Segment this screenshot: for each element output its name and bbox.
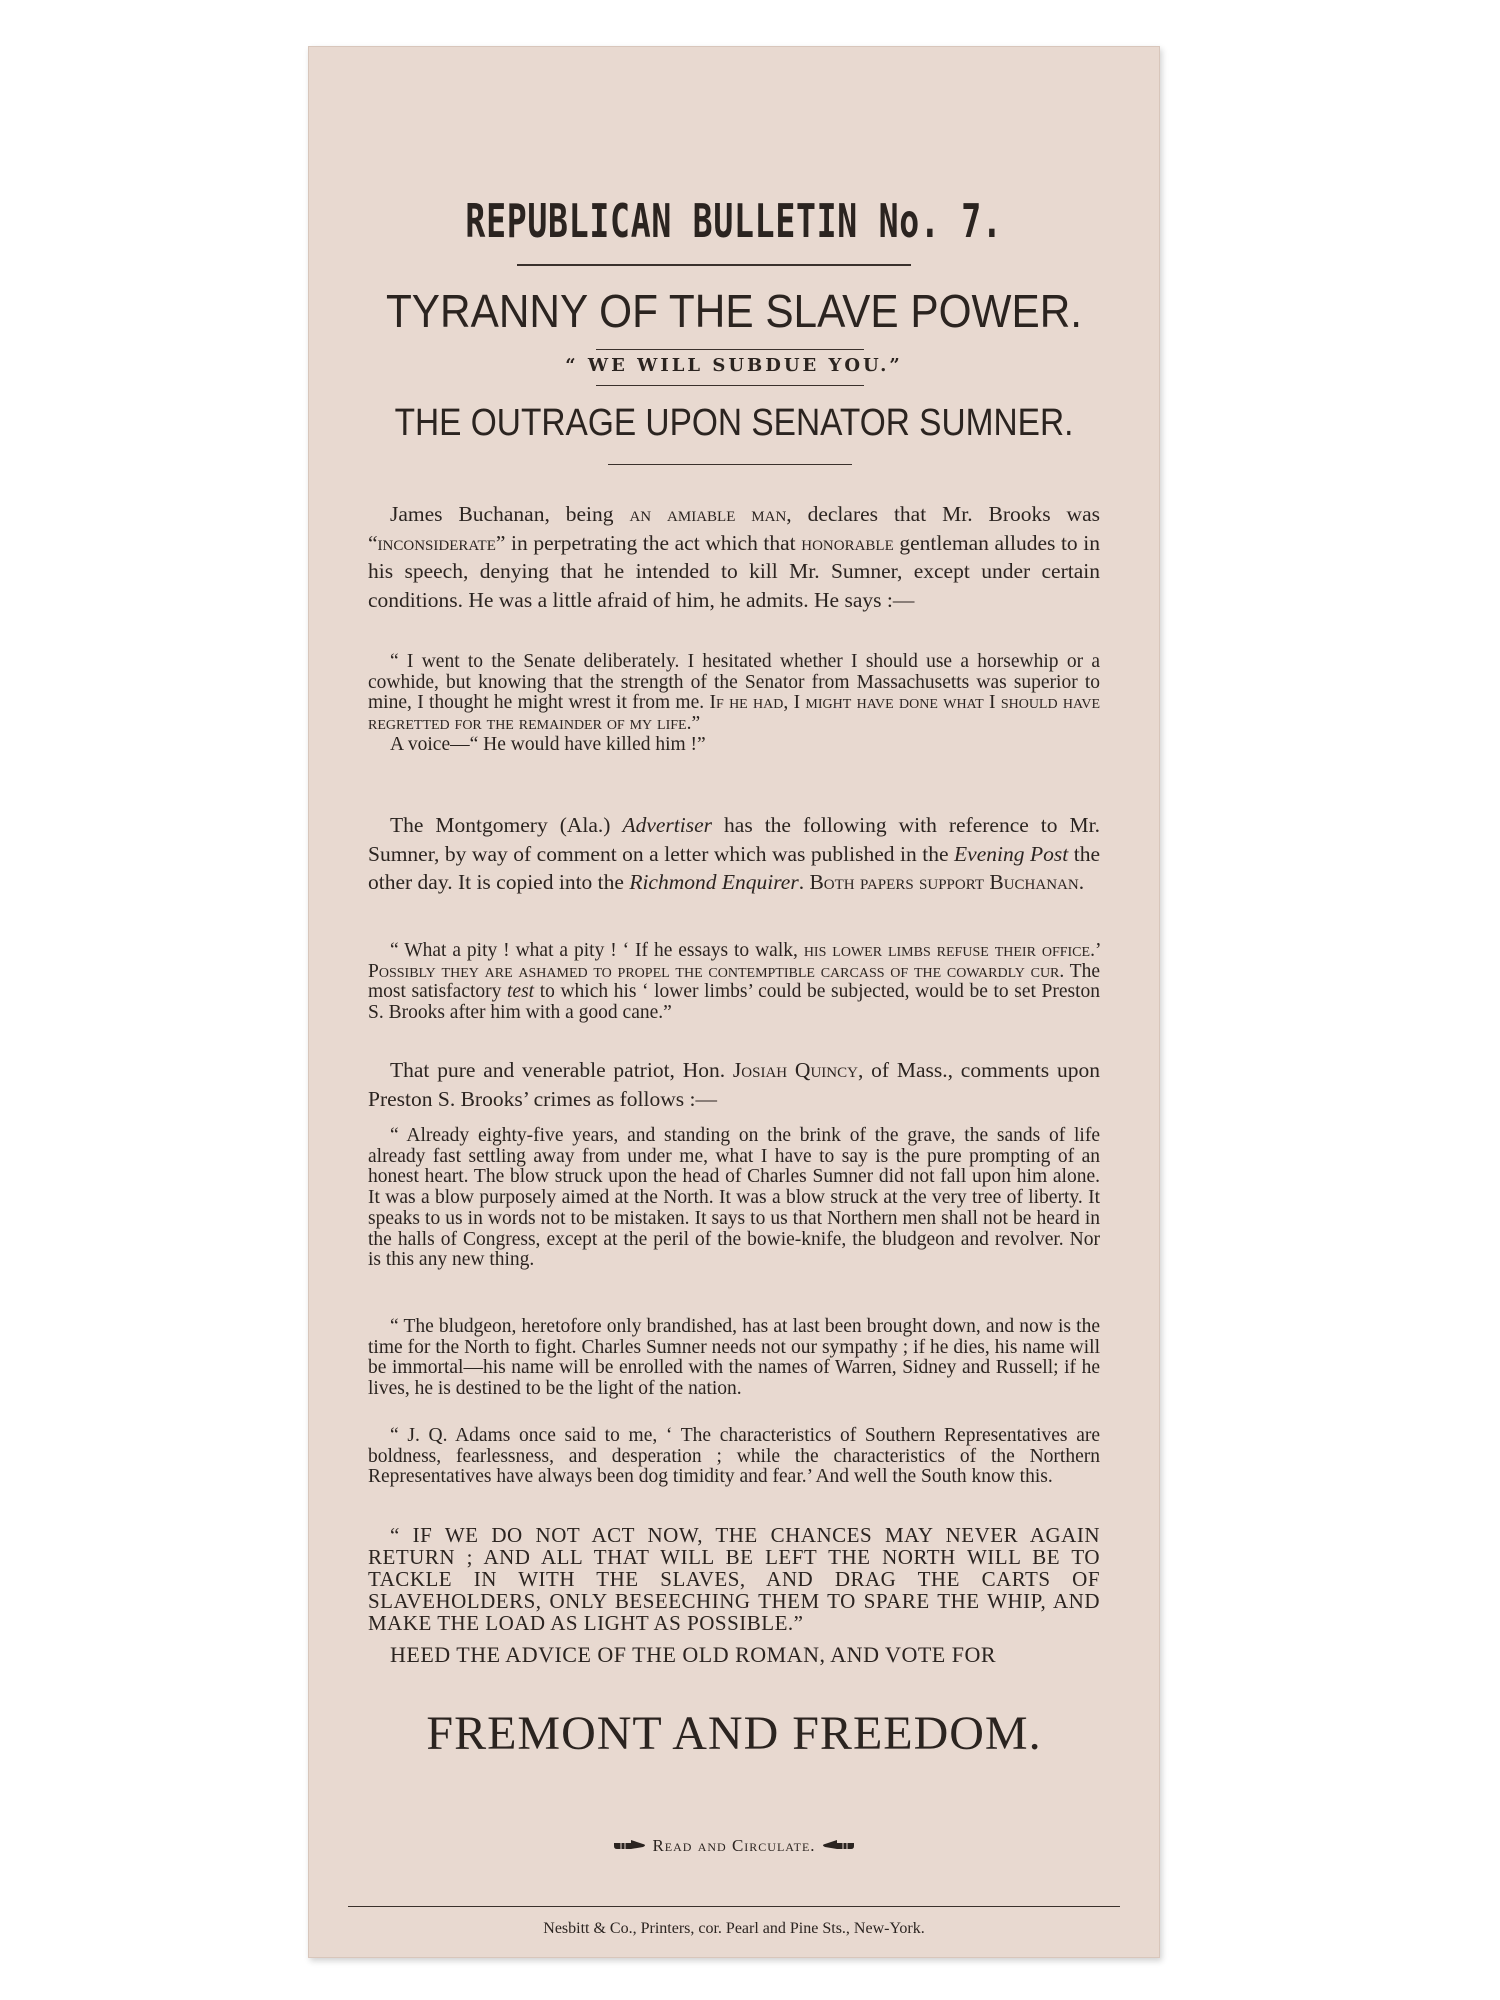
tyranny-heading: TYRANNY OF THE SLAVE POWER. [385,285,1083,337]
heed-text: HEED THE ADVICE OF THE OLD ROMAN, AND VOTE FOR [390,1642,997,1667]
quote-brooks [368,652,1100,756]
divider-rule [517,264,911,266]
paragraph-buchanan [368,500,1100,614]
text-run: “ What a pity ! what a pity ! ‘ If he essays to walk, [390,940,804,961]
smallcaps-run: his lower limbs refuse their office. [803,940,1095,961]
text-run: The most satisfactory [368,960,1100,1003]
quote-text: “ J. Q. Adams once said to me, ‘ The characteristics of Southern Representatives are boldness, fearlessness, and desperation ; while the characteristics of the Northern Representatives have always been dog timidity and fear.’ And well the South know this. [368,1425,1100,1488]
smallcaps-run: honorable [801,530,894,555]
pointing-hand-left-icon [821,1837,855,1857]
text-run: , declares that Mr. Brooks was “ [368,502,1100,555]
quote-quincy-2 [368,1317,1100,1400]
printer-imprint: Nesbitt & Co., Printers, cor. Pearl and Pine Sts., New-York. [543,1920,925,1937]
smallcaps-run: Both papers support Buchanan. [809,870,1085,895]
smallcaps-run: an amiable man [629,502,787,526]
text-run: ” [691,713,701,735]
text-run: the other day. It is copied into the [368,841,1100,895]
text-run: to which his ‘ lower limbs’ could be subjected, would be to set Preston S. Brooks after him with a good cane.” [368,981,1100,1024]
text-run: . [798,870,810,895]
quote-text: “ Already eighty-five years, and standing on the brink of the grave, the sands of life already fast settling away from under me, what I have to say is the pure prompting of an honest heart. The blow struck upon the head of Charles Sumner did not fall upon him alone. It was a blow purposely aimed at the North. It was a blow struck at the very tree of liberty. It speaks to us in words not to be mistaken. It says to us that Northern men shall not be heard in the halls of Congress, except at the peril of the bowie-knife, the bludgeon and revolver. Nor is this any new thing. [368,1125,1100,1271]
quote-act-now [368,1524,1100,1634]
text-run: ” in perpetrating the act which that [495,530,802,555]
text-run: That pure and venerable patriot, Hon. [390,1058,733,1082]
smallcaps-run: inconsiderate [377,530,496,555]
divider-rule [596,349,864,350]
quote-advertiser [368,941,1100,1024]
read-and-circulate [308,1836,1160,1857]
paragraph-montgomery [368,811,1100,897]
text-run: gentleman alludes to in his speech, denying that he intended to kill Mr. Sumner, except under certain conditions. He was a little afraid of him, he admits. He says :— [368,530,1100,612]
broadside-sheet [308,46,1160,1958]
italic-run: Richmond Enquirer [629,870,799,895]
text-run: ’ [1094,940,1100,961]
divider-rule [608,464,852,465]
quote-text: “ The bludgeon, heretofore only brandished, has at last been brought down, and now is the time for the North to fight. Charles Sumner needs not our sympathy ; if he dies, his name will be immortal—his name will be enrolled with the names of Warren, Sidney and Russell; if he lives, he is destined to be the light of the nation. [368,1316,1100,1400]
subdue-slogan: “ WE WILL SUBDUE YOU.” [565,355,903,376]
smallcaps-run: Possibly they are ashamed to propel the contemptible carcass of the cowardly cur. [368,960,1065,982]
quote-quincy-1 [368,1126,1100,1271]
quote-text: “ IF WE DO NOT ACT NOW, THE CHANCES MAY NEVER AGAIN RETURN ; AND ALL THAT WILL BE LEFT THE NORTH WILL BE TO TACKLE IN WITH THE SLAVES, AND DRAG THE CARTS OF SLAVEHOLDERS, ONLY BESEECHING THEM TO SPARE THE WHIP, AND MAKE THE LOAD AS LIGHT AS POSSIBLE.” [368,1523,1100,1635]
italic-run: test [507,981,535,1003]
text-run: “ I went to the Senate deliberately. I hesitated whether I should use a horsewhip or a cowhide, but knowing that the strength of the Senator from Massachusetts was superior to mine, I thought he might wrest it from me. [368,651,1100,714]
text-run: The Montgomery (Ala.) [390,813,623,837]
italic-run: Evening Post [954,841,1069,866]
quote-adams [368,1426,1100,1488]
italic-run: Advertiser [622,813,713,837]
smallcaps-run: If he had, I might have done what I should have regretted for the remainder of my life. [368,692,1100,735]
voice-line: A voice—“ He would have killed him !” [390,733,706,755]
text-run: , of Mass., comments upon Preston S. Brooks’ crimes as follows :— [368,1058,1100,1111]
outrage-heading: THE OUTRAGE UPON SENATOR SUMNER. [394,402,1074,444]
paragraph-quincy [368,1056,1100,1113]
divider-rule [596,385,864,386]
heed-advice-line [368,1640,1100,1670]
text-run: James Buchanan, being [390,502,630,526]
smallcaps-run: Josiah Quincy [732,1058,858,1082]
footer-rule [348,1906,1120,1907]
text-run: has the following with reference to Mr. Sumner, by way of comment on a letter which was published in the [368,813,1100,866]
pointing-hand-right-icon [613,1837,647,1857]
circulate-text: Read and Circulate. [652,1836,816,1855]
bulletin-title: REPUBLICAN BULLETIN No. 7. [465,194,1003,248]
fremont-slogan: FREMONT AND FREEDOM. [426,1707,1042,1760]
